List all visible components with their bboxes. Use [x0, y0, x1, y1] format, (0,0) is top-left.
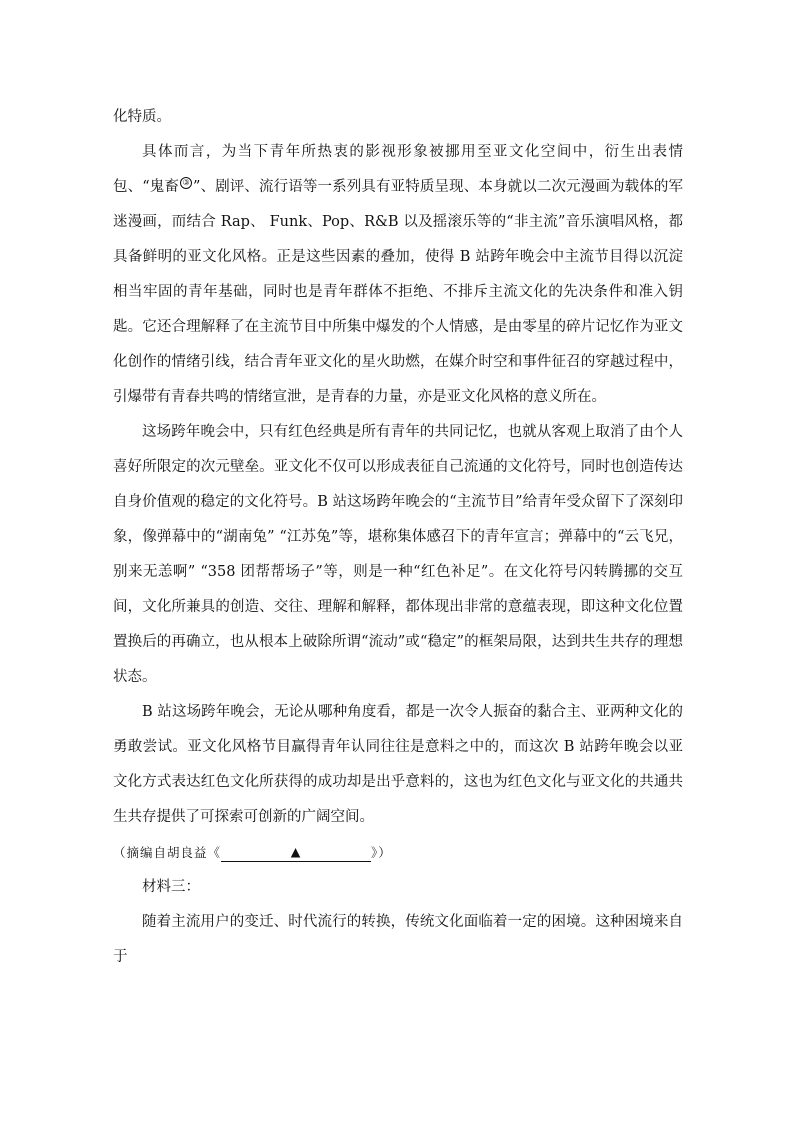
material-label: 材料三： [142, 879, 200, 895]
source-citation [113, 835, 683, 870]
paragraph-continuation: 化特质。 [113, 109, 171, 125]
footnote-marker: ③ [180, 177, 192, 189]
paragraph-4: 随着主流用户的变迁、时代流行的转换，传统文化面临着一定的困境。这种困境来自于 [113, 914, 683, 965]
paragraph-1-rest: ”、剧评、流行语等一系列具有亚特质呈现、本身就以二次元漫画为载体的军迷漫画，而结合 Rap、 Funk、Pop、R&B 以及摇滚乐等的“非主流”音乐演唱风格，都具备鲜明的亚文化风格。正是这些因素的叠加，使得 B 站跨年晚会中主流节目得以沉淀相当牢固的青年基础，同时也是青年群体不拒绝、不排斥主流文化的先决条件和准入钥匙。它还合理解释了在主流节目中所集中爆发的个人情感，是由零星的碎片记忆作为亚文化创作的情绪引线，结合青年亚文化的星火助燃，在媒介时空和事件征召的穿越过程中，引爆带有青春共鸣的情绪宣泄，是青春的力量，亦是亚文化风格的意义所在。 [113, 179, 683, 405]
paragraph-1 [113, 135, 683, 415]
paragraph-3: B 站这场跨年晚会，无论从哪种角度看，都是一次令人振奋的黏合主、亚两种文化的勇敢尝试。亚文化风格节目赢得青年认同往往是意料之中的，而这次 B 站跨年晚会以亚文化方式表达红色文化所获得的成功却是出乎意料的，这也为红色文化与亚文化的共通共生共存提供了可探索可创新的广阔空间。 [113, 704, 683, 825]
source-suffix: 》） [371, 845, 392, 860]
paragraph-2: 这场跨年晚会中，只有红色经典是所有青年的共同记忆，也就从客观上取消了由个人喜好所限定的次元壁垒。亚文化不仅可以形成表征自己流通的文化符号，同时也创造传达自身价值观的稳定的文化符号。B 站这场跨年晚会的“主流节目”给青年受众留下了深刻印象，像弹幕中的“湖南兔” “江苏兔”等，堪称集体感召下的青年宣言；弹幕中的“云飞兄，别来无恙啊” “358 团帮帮场子”等，则是一种“红色补足”。在文化符号闪转腾挪的交互间，文化所兼具的创造、交往、理解和解释，都体现出非常的意蕴表现，即这种文化位置置换后的再确立，也从根本上破除所谓“流动”或“稳定”的框架局限，达到共生共存的理想状态。 [113, 424, 683, 685]
answer-blank: ▲ [221, 843, 371, 862]
source-prefix: （摘编自胡良益《 [113, 845, 222, 860]
paragraph-1-text: 具体而言，为当下青年所热衷的影视形象被挪用至亚文化空间中，衍生出表情包、“鬼畜 [113, 144, 683, 195]
article-body [113, 100, 683, 975]
